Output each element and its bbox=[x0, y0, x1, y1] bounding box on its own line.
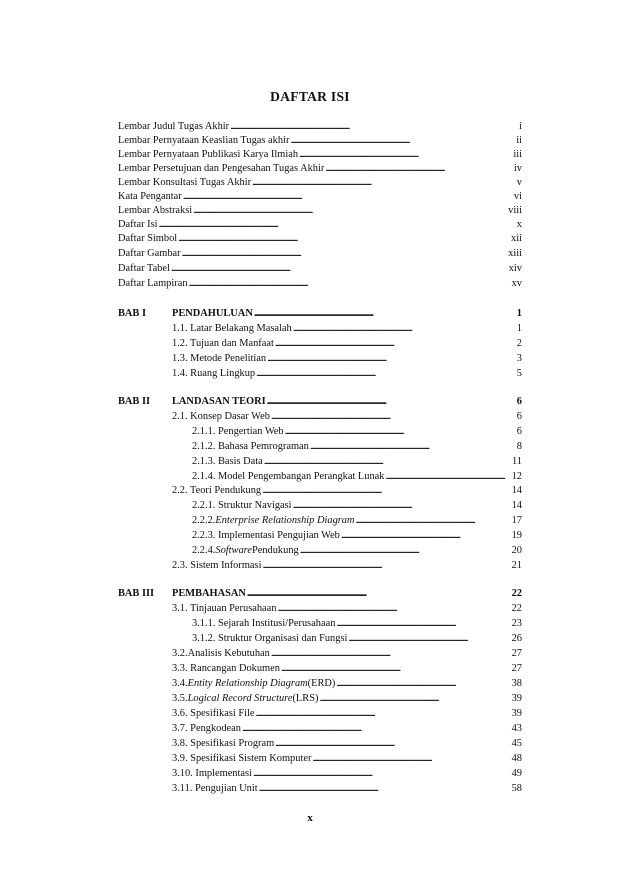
toc-entry[interactable]: 2.2.3. Implementasi Pengujian Web . . . 19 bbox=[192, 529, 522, 543]
toc-entry[interactable]: Lembar Persetujuan dan Pengesahan Tugas Akhir . . . iv bbox=[118, 162, 522, 176]
toc-entry[interactable]: 3.2.Analisis Kebutuhan . . . 27 bbox=[172, 647, 522, 661]
toc-entry[interactable]: 2.1.3. Basis Data . . . 11 bbox=[192, 455, 522, 469]
toc-entry[interactable]: 1.3. Metode Penelitian . . . 3 bbox=[172, 352, 522, 366]
chapter-entry[interactable]: BAB III PEMBAHASAN . . . 22 bbox=[118, 587, 522, 601]
chapter-entry[interactable]: BAB II LANDASAN TEORI . . . 6 bbox=[118, 395, 522, 409]
toc-entry[interactable]: 2.2.4. Software Pendukung . . . 20 bbox=[192, 544, 522, 558]
toc-entry[interactable]: 2.1.2. Bahasa Pemrograman . . . 8 bbox=[192, 440, 522, 454]
toc-entry[interactable]: Daftar Simbol . . . xii bbox=[118, 232, 522, 246]
toc-entry[interactable]: 1.1. Latar Belakang Masalah . . . 1 bbox=[172, 322, 522, 336]
toc-entry[interactable]: 3.10. Implementasi . . . 49 bbox=[172, 767, 522, 781]
toc-entry[interactable]: 2.2.2. Enterprise Relationship Diagram . . . 17 bbox=[192, 514, 522, 528]
toc-entry[interactable]: 3.1.1. Sejarah Institusi/Perusahaan . . . 23 bbox=[192, 617, 522, 631]
toc-entry[interactable]: 2.1. Konsep Dasar Web . . . 6 bbox=[172, 410, 522, 424]
toc-entry[interactable]: 3.1. Tinjauan Perusahaan . . . 22 bbox=[172, 602, 522, 616]
toc-entry[interactable]: 2.3. Sistem Informasi . . . 21 bbox=[172, 559, 522, 573]
toc-entry[interactable]: 1.2. Tujuan dan Manfaat . . . 2 bbox=[172, 337, 522, 351]
toc-entry[interactable]: Daftar Lampiran . . . xv bbox=[118, 277, 522, 291]
toc-entry[interactable]: 3.6. Spesifikasi File . . . 39 bbox=[172, 707, 522, 721]
toc-entry[interactable]: 3.9. Spesifikasi Sistem Komputer . . . 48 bbox=[172, 752, 522, 766]
toc-entry[interactable]: Daftar Tabel . . . xiv bbox=[118, 262, 522, 276]
toc-entry[interactable]: Lembar Judul Tugas Akhir . . . i bbox=[118, 120, 522, 134]
toc-entry[interactable]: 3.7. Pengkodean . . . 43 bbox=[172, 722, 522, 736]
toc-entry[interactable]: Lembar Abstraksi . . . viii bbox=[118, 204, 522, 218]
toc-entry[interactable]: 3.11. Pengujian Unit . . . 58 bbox=[172, 782, 522, 796]
page-title: DAFTAR ISI bbox=[270, 89, 350, 104]
toc-entry[interactable]: Lembar Pernyataan Publikasi Karya Ilmiah . . . iii bbox=[118, 148, 522, 162]
toc-entry[interactable]: 3.1.2. Struktur Organisasi dan Fungsi . . . 26 bbox=[192, 632, 522, 646]
toc-entry[interactable]: 3.8. Spesifikasi Program . . . 45 bbox=[172, 737, 522, 751]
toc-entry[interactable]: 3.5. Logical Record Structure (LRS) . . . 39 bbox=[172, 692, 522, 706]
toc-entry[interactable]: 3.4. Entity Relationship Diagram (ERD) . . . 38 bbox=[172, 677, 522, 691]
toc-entry[interactable]: 2.2.1. Struktur Navigasi . . . 14 bbox=[192, 499, 522, 513]
page-number: x bbox=[307, 812, 313, 824]
toc-entry[interactable]: Lembar Pernyataan Keaslian Tugas akhir . . . ii bbox=[118, 134, 522, 148]
toc-entry[interactable]: Daftar Gambar . . . xiii bbox=[118, 247, 522, 261]
toc-entry[interactable]: Lembar Konsultasi Tugas Akhir . . . v bbox=[118, 176, 522, 190]
toc-entry[interactable]: 3.3. Rancangan Dokumen . . . 27 bbox=[172, 662, 522, 676]
toc-entry[interactable]: 2.1.4. Model Pengembangan Perangkat Lunak . . . 12 bbox=[192, 470, 522, 484]
toc-entry[interactable]: 2.1.1. Pengertian Web . . . 6 bbox=[192, 425, 522, 439]
toc-entry[interactable]: Kata Pengantar . . . vi bbox=[118, 190, 522, 204]
toc-entry[interactable]: 2.2. Teori Pendukung . . . 14 bbox=[172, 484, 522, 498]
toc-entry[interactable]: Daftar Isi . . . x bbox=[118, 218, 522, 232]
chapter-entry[interactable]: BAB I PENDAHULUAN . . . 1 bbox=[118, 307, 522, 321]
toc-entry[interactable]: 1.4. Ruang Lingkup . . . 5 bbox=[172, 367, 522, 381]
